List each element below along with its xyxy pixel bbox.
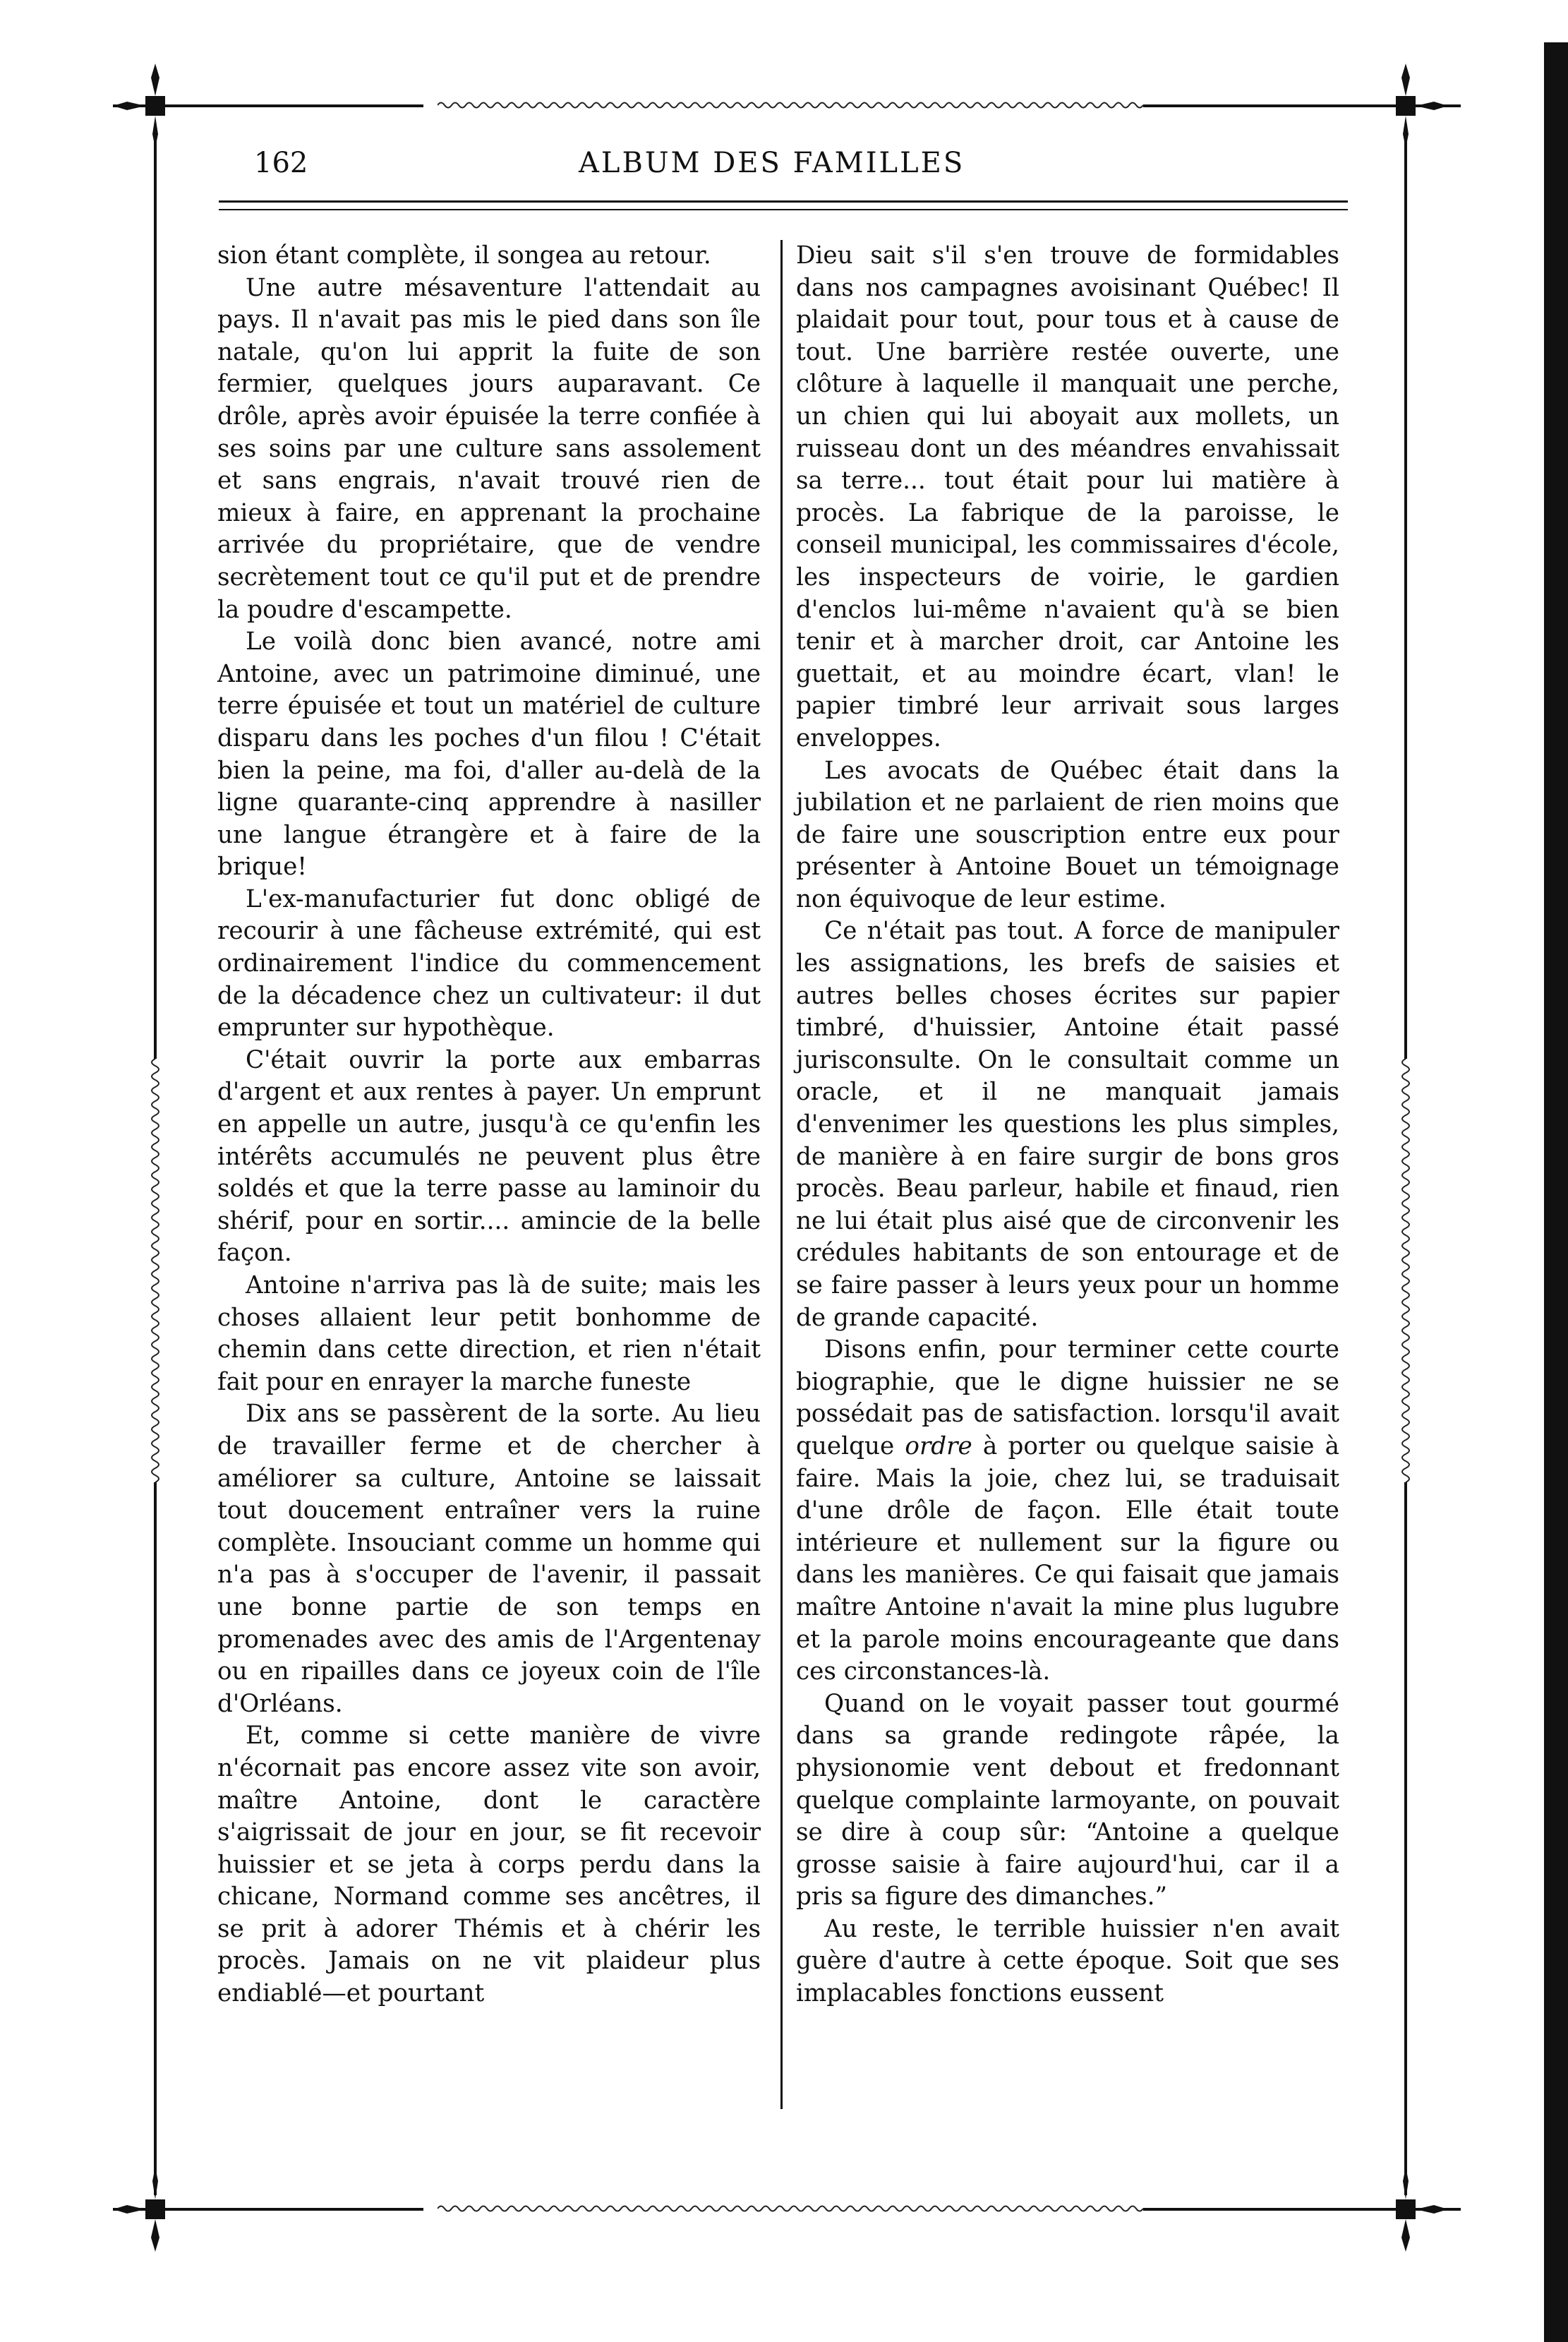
scan-edge-bar: [1544, 42, 1568, 2342]
right-border-wavy: [1399, 1059, 1413, 1482]
paragraph: Quand on le voyait passer tout gourmé dans sa grande redingote râpée, la physionomie vent debout et fredonnant quelque complainte larmoyante, on pouvait se dire à coup sûr: “Antoine a quelque grosse saisie à faire aujourd'hui, car il a pris sa figure des dimanches.”: [796, 1689, 1339, 1911]
page-number: 162: [254, 147, 308, 179]
corner-ornament-bottom-right: [1363, 2167, 1448, 2252]
right-border-upper: [1404, 141, 1407, 1059]
paragraph: Disons enfin, pour terminer cette courte biographie, que le digne huissier ne se possédait pas de satisfaction. lorsqu'il avait quelque ordre à porter ou quelque saisie à faire. Mais la joie, chez lui, se traduisait d'une drôle de façon. Elle était toute intérieure et nullement sur la figure ou dans les manières. Ce qui faisait que jamais maître Antoine n'avait la mine plus lugubre et la parole moins encourageante que dans ces circonstances-là.: [796, 1335, 1340, 1686]
right-border-lower: [1404, 1482, 1407, 2195]
paragraph: L'ex-manufacturier fut donc obligé de recourir à une fâcheuse extrémité, qui est ordinairement l'indice du commencement de la décadence chez un cultivateur: il dut emprunter sur hypothèque.: [217, 884, 761, 1043]
left-border-upper: [154, 141, 157, 1059]
paragraph: sion étant complète, il songea au retour.: [217, 241, 711, 270]
paragraph: Dix ans se passèrent de la sorte. Au lieu de travailler ferme et de chercher à améliorer sa culture, Antoine se laissait tout doucement entraîner vers la ruine complète. Insouciant comme un homme qui n'a pas à s'occuper de l'avenir, il passait une bonne partie de son temps en promenades avec des amis de l'Argentenay ou en ripailles dans ce joyeux coin de l'île d'Orléans.: [217, 1400, 761, 1718]
header-rule-bottom: [219, 209, 1348, 210]
paragraph: Le voilà donc bien avancé, notre ami Antoine, avec un patrimoine diminué, une terre épuisée et tout un matériel de culture disparu dans les poches d'un filou ! C'était bien la peine, ma foi, d'aller au-delà de la ligne quarante-cinq apprendre à nasiller une langue étrangère et à faire de la brique!: [217, 627, 761, 882]
paragraph: C'était ouvrir la porte aux embarras d'argent et aux rentes à payer. Un emprunt en appelle un autre, jusqu'à ce qu'enfin les intérêts accumulés ne peuvent plus être soldés et que la terre passe au laminoir du shérif, pour en sortir.... amincie de la belle façon.: [217, 1045, 761, 1268]
left-column: [217, 240, 761, 2010]
paragraph: Les avocats de Québec était dans la jubilation et ne parlaient de rien moins que de faire une souscription entre eux pour présenter à Antoine Bouet un témoignage non équivoque de leur estime.: [796, 756, 1339, 913]
emphasized-word: ordre: [905, 1431, 972, 1460]
paragraph: Ce n'était pas tout. A force de manipuler les assignations, les brefs de saisies et autres belles choses écrites sur papier timbré, d'huissier, Antoine était passé jurisconsulte. On le consultait comme un oracle, et il ne manquait jamais d'envenimer les questions les plus simples, de manière à en faire surgir de bons gros procès. Beau parleur, habile et finaud, rien ne lui était plus aisé que de circonvenir les crédules habitants de son entourage et de se faire passer à leurs yeux pour un homme de grande capacité.: [796, 917, 1339, 1332]
left-border-wavy: [148, 1059, 162, 1482]
top-border-wavy: [438, 100, 1143, 110]
corner-ornament-bottom-left: [113, 2167, 198, 2252]
paragraph: Dieu sait s'il s'en trouve de formidables dans nos campagnes avoisinant Québec! Il plaidait pour tout, pour tous et à cause de tout. Une barrière restée ouverte, une clôture à laquelle il manquait une perche, un chien qui lui aboyait aux mollets, un ruisseau dont un des méandres envahissait sa terre... tout était pour lui matière à procès. La fabrique de la paroisse, le conseil municipal, les commissaires d'école, les inspecteurs de voirie, le gardien d'enclos lui-même n'avaient qu'à se bien tenir et à marcher droit, car Antoine les guettait, et au moindre écart, vlan! le papier timbré leur arrivait sous larges enveloppes.: [796, 241, 1339, 752]
running-title: ALBUM DES FAMILLES: [579, 147, 965, 179]
left-border-lower: [154, 1482, 157, 2195]
corner-ornament-top-left: [113, 64, 198, 148]
paragraph: Une autre mésaventure l'attendait au pays. Il n'avait pas mis le pied dans son île natale, qu'on lui apprit la fuite de son fermier, quelques jours auparavant. Ce drôle, après avoir épuisée la terre confiée à ses soins par une culture sans assolement et sans engrais, n'avait trouvé rien de mieux à faire, en apprenant la prochaine arrivée du propriétaire, que de vendre secrètement tout ce qu'il put et de prendre la poudre d'escampette.: [217, 273, 761, 624]
bottom-border-wavy: [438, 2204, 1143, 2214]
corner-ornament-top-right: [1363, 64, 1448, 148]
right-column: [796, 240, 1339, 2010]
column-divider: [780, 240, 783, 2109]
header-rule-top: [219, 200, 1348, 203]
paragraph: Au reste, le terrible huissier n'en avait guère d'autre à cette époque. Soit que ses implacables fonctions eussent: [796, 1914, 1339, 2008]
paragraph: Et, comme si cette manière de vivre n'écornait pas encore assez vite son avoir, maître Antoine, dont le caractère s'aigrissait de jour en jour, se fit recevoir huissier et se jeta à corps perdu dans la chicane, Normand comme ses ancêtres, il se prit à adorer Thémis et à chérir les procès. Jamais on ne vit plaideur plus endiablé—et pourtant: [217, 1722, 761, 2008]
paragraph: Antoine n'arriva pas là de suite; mais les choses allaient leur petit bonhomme de chemin dans cette direction, et rien n'était fait pour en enrayer la marche funeste: [217, 1271, 761, 1396]
